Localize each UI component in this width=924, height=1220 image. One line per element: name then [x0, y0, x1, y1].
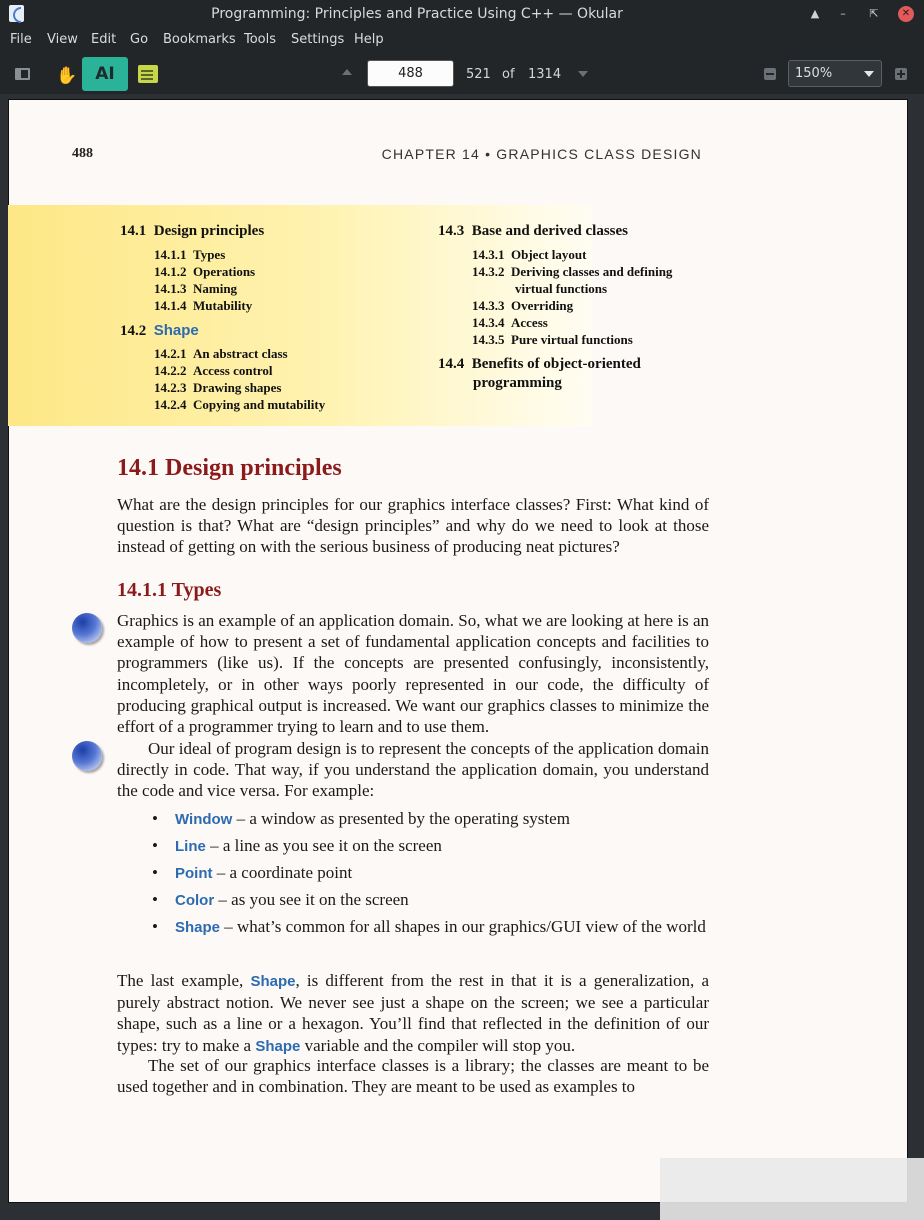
toc-item: 14.3.3 Overriding	[472, 298, 574, 313]
window-title: Programming: Principles and Practice Using C++ — Okular	[211, 6, 623, 22]
keep-above-icon[interactable]: ▲	[810, 7, 820, 20]
toc-item: 14.2.3 Drawing shapes	[154, 380, 282, 395]
minimize-icon[interactable]: –	[840, 7, 846, 20]
document-viewport[interactable]	[0, 94, 924, 1220]
menu-view[interactable]: View	[47, 32, 78, 47]
sidebar-toggle-icon[interactable]	[15, 68, 30, 80]
menu-tools[interactable]: Tools	[244, 32, 277, 47]
toc-heading-14-2: 14.2 Shape	[120, 322, 199, 339]
toc-item: 14.3.5 Pure virtual functions	[472, 332, 633, 347]
toc-heading-14-3: 14.3 Base and derived classes	[438, 223, 629, 239]
toc-heading-14-4: 14.4 Benefits of object-oriented	[438, 356, 641, 372]
page-number: 488	[72, 146, 93, 161]
chevron-down-icon	[864, 71, 874, 77]
total-pages: 1314	[528, 67, 562, 82]
margin-marker-icon	[72, 741, 102, 771]
list-item: • Point – a coordinate point	[152, 862, 709, 884]
physical-page-number: 521	[466, 67, 491, 82]
annotation-icon[interactable]	[138, 65, 158, 83]
text-select-icon: AI	[95, 64, 115, 84]
toc-item: 14.1.4 Mutability	[154, 298, 253, 313]
subsection-heading: 14.1.1 Types	[117, 579, 222, 601]
list-item: • Line – a line as you see it on the screen	[152, 835, 709, 857]
zoom-in-icon[interactable]	[895, 68, 907, 80]
menu-go[interactable]: Go	[130, 32, 149, 47]
title-bar	[0, 0, 924, 28]
running-header: CHAPTER 14 • GRAPHICS CLASS DESIGN	[381, 146, 702, 162]
page-number-input[interactable]: 488	[367, 60, 454, 87]
toc-item: 14.3.4 Access	[472, 315, 548, 330]
zoom-out-icon[interactable]	[764, 68, 776, 80]
toc-item: 14.2.2 Access control	[154, 363, 273, 378]
toc-heading-14-1: 14.1 Design principles	[120, 223, 265, 239]
menu-help[interactable]: Help	[354, 32, 384, 47]
toc-item: 14.1.1 Types	[154, 247, 226, 262]
toc-item: 14.3.1 Object layout	[472, 247, 587, 262]
section-heading: 14.1 Design principles	[117, 455, 342, 481]
of-label: of	[502, 67, 515, 82]
close-icon[interactable]: ✕	[898, 6, 914, 22]
zoom-select[interactable]	[788, 60, 882, 87]
browse-hand-icon[interactable]: ✋	[56, 66, 78, 86]
zoom-value: 150%	[795, 66, 833, 81]
toc-item: 14.2.1 An abstract class	[154, 346, 288, 361]
toc-item-continuation: virtual functions	[515, 281, 608, 296]
bullet-list	[152, 808, 709, 943]
toc-item: 14.3.2 Deriving classes and defining	[472, 264, 673, 279]
menu-bar	[0, 28, 924, 53]
maximize-icon[interactable]: ⇱	[869, 7, 879, 20]
previous-page-icon[interactable]	[342, 69, 352, 75]
menu-file[interactable]: File	[10, 32, 32, 47]
toc-heading-continuation: programming	[473, 375, 562, 391]
toc-item: 14.1.3 Naming	[154, 281, 238, 296]
margin-marker-icon	[72, 613, 102, 643]
menu-edit[interactable]: Edit	[91, 32, 117, 47]
body-paragraph: The set of our graphics interface classes is a library; the classes are meant to be used together and in combination. They are meant to be used as examples to	[117, 1056, 709, 1097]
body-paragraph: Our ideal of program design is to represent the concepts of the application domain directly in code. That way, if you understand the application domain, you understand the code and vice versa. For example:	[117, 739, 709, 801]
list-item: • Shape – what’s common for all shapes in our graphics/GUI view of the world	[152, 916, 709, 938]
menu-settings[interactable]: Settings	[291, 32, 345, 47]
list-item: • Color – as you see it on the screen	[152, 889, 709, 911]
menu-bookmarks[interactable]: Bookmarks	[163, 32, 236, 47]
blurred-overlay	[660, 1158, 924, 1220]
intro-paragraph: What are the design principles for our graphics interface classes? First: What kind of question is that? What are “design principles” and why do we need to look at those instead of getting on with the serious business of producing neat pictures?	[117, 495, 709, 557]
next-page-icon[interactable]	[578, 71, 588, 77]
text-selection-button[interactable]	[82, 57, 128, 91]
list-item: • Window – a window as presented by the operating system	[152, 808, 709, 830]
toc-item: 14.1.2 Operations	[154, 264, 256, 279]
body-paragraph: The last example, Shape, is different from the rest in that it is a generalization, a purely abstract notion. We never see just a shape on the screen; we see a particular shape, such as a line or a hexagon. You’ll find that reflected in the definition of our types: try to make a Shape variable and the compiler will stop you.	[117, 971, 709, 1055]
body-paragraph: Graphics is an example of an application domain. So, what we are looking at here is an example of how to present a set of fundamental application concepts and facilities to programmers (like us). If the concepts are presented confusingly, inconsistently, incompletely, or in other ways poorly represented in our code, the difficulty of producing graphical output is increased. We want our graphics classes to minimize the effort of a programmer trying to learn and to use them.	[117, 611, 709, 737]
toc-item: 14.2.4 Copying and mutability	[154, 397, 326, 412]
